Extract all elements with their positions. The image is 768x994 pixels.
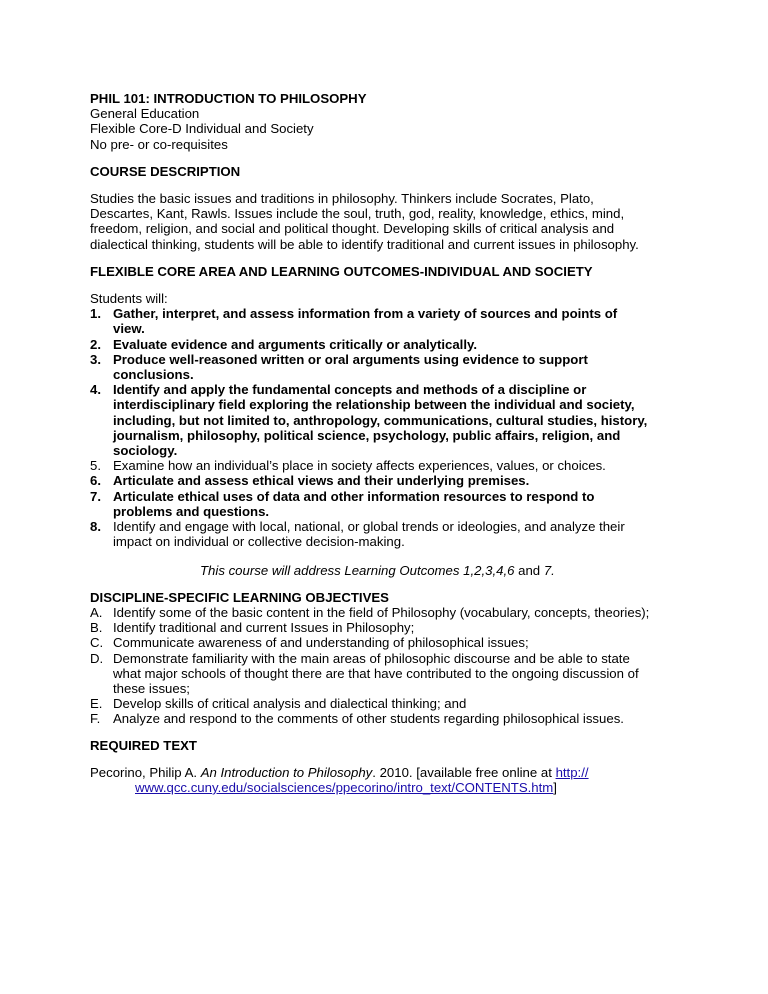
outcome-item	[90, 352, 690, 382]
description-line: Studies the basic issues and traditions in philosophy. Thinkers include Socrates, Plato,	[90, 191, 594, 207]
outcome-marker: 1.	[90, 306, 101, 322]
outcome-item	[90, 473, 690, 488]
outcome-line: Examine how an individual’s place in society affects experiences, values, or choices.	[113, 458, 606, 474]
gen-ed-line: General Education	[90, 106, 200, 122]
outcome-marker: 3.	[90, 351, 101, 367]
outcomes-note-italic: This course will address Learning Outcomes 1,2,3,4,6	[200, 563, 515, 579]
objective-line: what major schools of thought there are that have contributed to the ongoing discussion of	[113, 665, 639, 681]
citation-link-part1[interactable]: http://	[555, 764, 589, 780]
outcome-item	[90, 337, 690, 352]
outcome-line: view.	[113, 321, 145, 337]
objective-marker: C.	[90, 635, 104, 651]
outcome-marker: 5.	[90, 458, 101, 474]
required-text-heading: REQUIRED TEXT	[90, 737, 197, 753]
objective-line: Demonstrate familiarity with the main areas of philosophic discourse and be able to state	[113, 650, 630, 666]
course-description-paragraph	[90, 191, 690, 252]
outcome-item	[90, 458, 690, 473]
outcomes-note-and: and	[514, 563, 544, 579]
outcome-line: Identify and engage with local, national, or global trends or ideologies, and analyze their	[113, 519, 625, 535]
course-description-heading: COURSE DESCRIPTION	[90, 163, 241, 179]
outcome-line: Gather, interpret, and assess information from a variety of sources and points of	[113, 306, 618, 322]
outcome-line: journalism, philosophy, political science, psychology, public affairs, religion, and	[113, 427, 621, 443]
outcome-item	[90, 306, 690, 336]
outcomes-heading: FLEXIBLE CORE AREA AND LEARNING OUTCOMES-INDIVIDUAL AND SOCIETY	[90, 263, 593, 279]
outcomes-intro: Students will:	[90, 291, 168, 307]
outcome-line: Produce well-reasoned written or oral arguments using evidence to support	[113, 351, 588, 367]
outcomes-list	[90, 306, 690, 549]
description-line: dialectical thinking, students will be able to identify traditional and current issues in philosophy.	[90, 236, 639, 252]
outcome-marker: 4.	[90, 382, 101, 398]
objective-item	[90, 696, 690, 711]
objective-item	[90, 605, 690, 620]
citation-end-bracket: ]	[553, 779, 557, 795]
outcome-line: problems and questions.	[113, 503, 270, 519]
objective-item	[90, 635, 690, 650]
objectives-list	[90, 605, 690, 727]
description-line: Descartes, Kant, Rawls. Issues include the soul, truth, god, reality, knowledge, ethics, mind,	[90, 206, 625, 222]
citation-book-title: An Introduction to Philosophy	[200, 764, 373, 780]
outcomes-note-end: 7.	[543, 563, 555, 579]
citation-link-part2[interactable]: www.qcc.cuny.edu/socialsciences/ppecorino/intro_text/CONTENTS.htm	[135, 779, 554, 795]
outcome-line: conclusions.	[113, 367, 194, 383]
objective-line: these issues;	[113, 680, 190, 696]
outcome-item	[90, 489, 690, 519]
objective-marker: F.	[90, 711, 101, 727]
objective-line: Identify some of the basic content in the field of Philosophy (vocabulary, concepts, theories);	[113, 604, 650, 620]
objective-marker: B.	[90, 620, 103, 636]
outcome-marker: 2.	[90, 336, 101, 352]
outcome-marker: 7.	[90, 488, 101, 504]
outcome-line: interdisciplinary field exploring the relationship between the individual and society,	[113, 397, 635, 413]
objective-marker: D.	[90, 650, 104, 666]
objective-line: Communicate awareness of and understanding of philosophical issues;	[113, 635, 529, 651]
outcome-line: Articulate ethical uses of data and other information resources to respond to	[113, 488, 595, 504]
course-title: PHIL 101: INTRODUCTION TO PHILOSOPHY	[90, 91, 367, 106]
required-text-citation	[90, 765, 690, 795]
objective-line: Develop skills of critical analysis and dialectical thinking; and	[113, 696, 467, 712]
outcome-line: impact on individual or collective decision-making.	[113, 534, 405, 550]
outcome-item	[90, 519, 690, 549]
outcome-item	[90, 382, 690, 458]
outcome-line: Articulate and assess ethical views and their underlying premises.	[113, 473, 530, 489]
objective-marker: A.	[90, 604, 103, 620]
objective-item	[90, 651, 690, 697]
objective-line: Analyze and respond to the comments of other students regarding philosophical issues.	[113, 711, 624, 727]
outcome-marker: 6.	[90, 473, 101, 489]
citation-year: . 2010. [available free online at	[372, 764, 556, 780]
objective-item	[90, 711, 690, 726]
outcome-line: Evaluate evidence and arguments critically or analytically.	[113, 336, 478, 352]
outcome-line: including, but not limited to, anthropology, communications, cultural studies, history,	[113, 412, 648, 428]
objectives-heading: DISCIPLINE-SPECIFIC LEARNING OBJECTIVES	[90, 589, 389, 605]
description-line: freedom, religion, and social and political thought. Developing skills of critical analysis and	[90, 221, 615, 237]
objective-line: Identify traditional and current Issues in Philosophy;	[113, 620, 415, 636]
outcome-line: sociology.	[113, 443, 178, 459]
objective-item	[90, 620, 690, 635]
requisites-line: No pre- or co-requisites	[90, 136, 228, 152]
outcome-line: Identify and apply the fundamental concepts and methods of a discipline or	[113, 382, 587, 398]
citation-author: Pecorino, Philip A.	[90, 764, 201, 780]
flexible-core-line: Flexible Core-D Individual and Society	[90, 121, 314, 137]
document-content	[90, 91, 690, 795]
objective-marker: E.	[90, 696, 103, 712]
outcome-marker: 8.	[90, 519, 101, 535]
outcomes-note	[90, 563, 690, 578]
